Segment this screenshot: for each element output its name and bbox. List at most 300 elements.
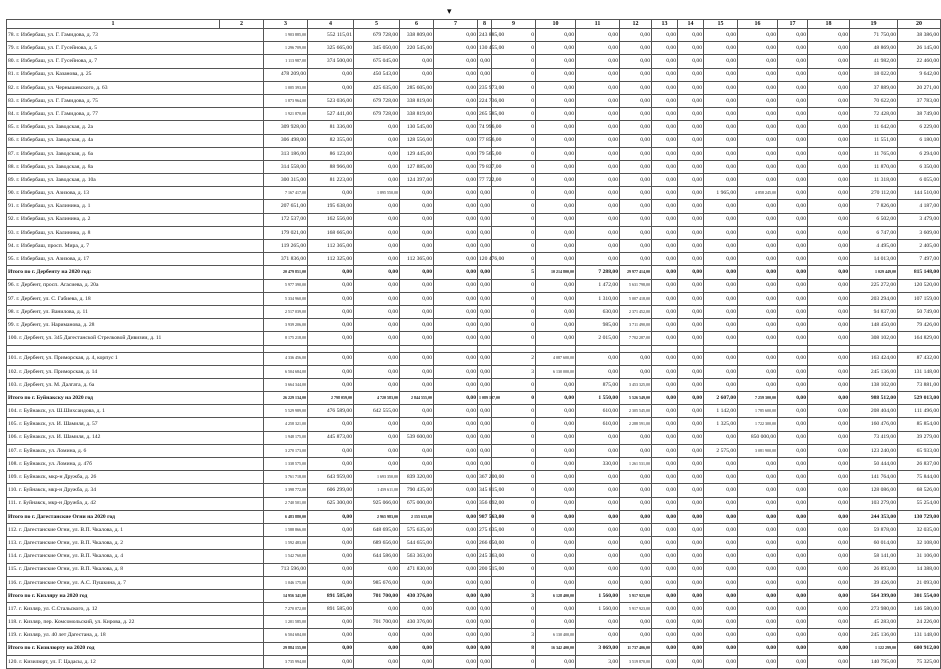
value-cell: 0,00 <box>576 174 620 187</box>
address-cell: 108. г. Буйнакск, ул. Ломина, д. 47б <box>7 458 264 471</box>
value-cell: 0,00 <box>620 134 652 147</box>
value-cell: 45 283,00 <box>850 616 898 629</box>
value-cell: 3 664 344,00 <box>264 378 308 391</box>
value-cell: 0,00 <box>738 266 778 279</box>
value-cell: 1 261 531,00 <box>620 458 652 471</box>
value-cell: 0 <box>492 616 536 629</box>
value-cell: 1 472,00 <box>576 279 620 292</box>
value-cell: 0,00 <box>738 108 778 121</box>
value-cell: 0,00 <box>704 305 738 318</box>
value-cell: 0,00 <box>652 160 678 173</box>
value-cell: 141 764,00 <box>850 471 898 484</box>
value-cell: 79 426,00 <box>898 319 941 332</box>
value-cell: 0,00 <box>678 134 704 147</box>
value-cell: 0 <box>492 81 536 94</box>
value-cell: 0,00 <box>678 563 704 576</box>
table-row <box>7 603 941 616</box>
value-cell: 82 355,00 <box>308 134 354 147</box>
value-cell: 0,00 <box>704 134 738 147</box>
value-cell: 0,00 <box>478 405 492 418</box>
value-cell: 0,00 <box>778 279 808 292</box>
value-cell: 0,00 <box>808 458 850 471</box>
value-cell: 75 844,00 <box>898 471 941 484</box>
value-cell: 0,00 <box>400 319 434 332</box>
value-cell: 0,00 <box>808 523 850 536</box>
value-cell: 0,00 <box>536 405 576 418</box>
address-cell: 98. г. Дербент, ул. Ванилова, д. 11 <box>7 305 264 318</box>
value-cell: 0,00 <box>620 365 652 378</box>
address-cell: 89. г. Избербаш, ул. Заводская, д. 10а <box>7 174 264 187</box>
value-cell: 0,00 <box>354 431 400 444</box>
value-cell: 0,00 <box>738 240 778 253</box>
value-cell: 0,00 <box>620 213 652 226</box>
value-cell: 128 086,00 <box>850 484 898 497</box>
value-cell: 0,00 <box>738 305 778 318</box>
value-cell: 0,00 <box>738 68 778 81</box>
value-cell: 0,00 <box>808 418 850 431</box>
value-cell: 6 180,00 <box>898 134 941 147</box>
value-cell: 7 826,00 <box>850 200 898 213</box>
value-cell: 0 <box>492 497 536 510</box>
value-cell: 6 350,00 <box>898 160 941 173</box>
value-cell: 985,00 <box>576 319 620 332</box>
value-cell: 3 <box>492 589 536 602</box>
value-cell: 0,00 <box>620 147 652 160</box>
value-cell: 0,00 <box>738 200 778 213</box>
value-cell: 79 837,00 <box>478 160 492 173</box>
value-cell: 0,00 <box>434 616 478 629</box>
value-cell: 0,00 <box>808 378 850 391</box>
value-cell: 21 093,00 <box>898 576 941 589</box>
value-cell: 59 878,00 <box>850 523 898 536</box>
value-cell: 0,00 <box>434 497 478 510</box>
value-cell: 1 325,00 <box>704 418 738 431</box>
value-cell: 0,00 <box>354 305 400 318</box>
address-cell: Итого по г. Дагестанские Огни на 2020 год <box>7 510 264 523</box>
value-cell: 0 <box>492 332 536 345</box>
value-cell: 1 592 483,00 <box>264 537 308 550</box>
value-cell: 5 <box>492 266 536 279</box>
value-cell: 0,00 <box>478 68 492 81</box>
table-row <box>7 240 941 253</box>
value-cell: 0,00 <box>738 332 778 345</box>
address-cell: 96. г. Дербент, просп. Агасиева, д. 20а <box>7 279 264 292</box>
value-cell: 3 711 490,00 <box>620 319 652 332</box>
value-cell: 0,00 <box>576 352 620 365</box>
value-cell <box>434 345 478 352</box>
value-cell: 0,00 <box>620 160 652 173</box>
value-cell: 0,00 <box>536 418 576 431</box>
value-cell: 0,00 <box>738 160 778 173</box>
value-cell: 0,00 <box>778 292 808 305</box>
value-cell: 0,00 <box>620 523 652 536</box>
value-cell: 0,00 <box>652 134 678 147</box>
total-row <box>7 510 941 523</box>
value-cell: 0,00 <box>652 200 678 213</box>
value-cell: 0,00 <box>434 292 478 305</box>
value-cell: 0,00 <box>652 576 678 589</box>
value-cell: 0,00 <box>308 537 354 550</box>
value-cell: 0,00 <box>678 629 704 642</box>
value-cell: 371 836,00 <box>264 253 308 266</box>
value-cell: 6 504 684,00 <box>264 365 308 378</box>
value-cell: 0,00 <box>478 458 492 471</box>
value-cell: 2 371 452,00 <box>620 305 652 318</box>
value-cell: 367 200,00 <box>478 471 492 484</box>
address-cell: 105. г. Буйнакск, ул. И. Шамиля, д. 57 <box>7 418 264 431</box>
value-cell: 675 045,00 <box>354 55 400 68</box>
value-cell: 0,00 <box>738 537 778 550</box>
value-cell: 0,00 <box>308 266 354 279</box>
address-cell: 79. г. Избербаш, ул. Г. Гусейнова, д. 5 <box>7 42 264 55</box>
value-cell: 0,00 <box>704 68 738 81</box>
value-cell: 0,00 <box>778 431 808 444</box>
value-cell: 0 <box>492 471 536 484</box>
value-cell <box>898 345 941 352</box>
value-cell <box>678 345 704 352</box>
value-cell: 575 635,00 <box>400 523 434 536</box>
value-cell: 6 130 400,00 <box>536 629 576 642</box>
value-cell: 38 749,00 <box>898 108 941 121</box>
value-cell: 0,00 <box>308 642 354 655</box>
value-cell: 0,00 <box>478 279 492 292</box>
value-cell: 0,00 <box>354 174 400 187</box>
value-cell: 313 186,00 <box>264 147 308 160</box>
value-cell <box>620 345 652 352</box>
value-cell: 38 386,00 <box>898 29 941 42</box>
value-cell: 0,00 <box>778 471 808 484</box>
value-cell: 0,00 <box>738 629 778 642</box>
value-cell: 338 819,00 <box>400 94 434 107</box>
value-cell: 0,00 <box>536 213 576 226</box>
value-cell: 0,00 <box>620 55 652 68</box>
value-cell: 0,00 <box>434 484 478 497</box>
value-cell: 0,00 <box>434 305 478 318</box>
total-row <box>7 642 941 655</box>
value-cell: 0,00 <box>576 629 620 642</box>
value-cell: 0,00 <box>738 292 778 305</box>
value-cell: 0,00 <box>536 655 576 668</box>
value-cell: 0,00 <box>808 29 850 42</box>
value-cell: 0,00 <box>354 240 400 253</box>
value-cell: 0,00 <box>620 563 652 576</box>
value-cell: 285 605,00 <box>400 81 434 94</box>
value-cell <box>478 345 492 352</box>
value-cell: 0,00 <box>576 523 620 536</box>
value-cell: 0,00 <box>704 655 738 668</box>
table-row <box>7 563 941 576</box>
value-cell: 471 830,00 <box>400 563 434 576</box>
value-cell: 0,00 <box>620 121 652 134</box>
value-cell: 0 <box>492 108 536 121</box>
value-cell: 11 737 406,00 <box>620 642 652 655</box>
value-cell: 0,00 <box>434 55 478 68</box>
value-cell: 0,00 <box>536 68 576 81</box>
value-cell: 325 665,00 <box>308 42 354 55</box>
value-cell: 0,00 <box>738 365 778 378</box>
value-cell: 0,00 <box>434 108 478 121</box>
value-cell: 0,00 <box>808 576 850 589</box>
value-cell: 0 <box>492 29 536 42</box>
value-cell: 0 <box>492 147 536 160</box>
value-cell: 0,00 <box>308 332 354 345</box>
value-cell: 0,00 <box>738 484 778 497</box>
value-cell: 2 575,00 <box>704 444 738 457</box>
value-cell: 72 428,00 <box>850 108 898 121</box>
value-cell: 0,00 <box>576 510 620 523</box>
value-cell: 0 <box>492 134 536 147</box>
value-cell: 0,00 <box>738 319 778 332</box>
value-cell: 3 609,00 <box>898 226 941 239</box>
value-cell: 0 <box>492 431 536 444</box>
value-cell: 4 858 245,00 <box>738 187 778 200</box>
column-number: 18 <box>808 20 850 29</box>
table-row <box>7 497 941 510</box>
value-cell: 0,00 <box>576 94 620 107</box>
value-cell: 306 498,00 <box>264 134 308 147</box>
value-cell: 3 069,00 <box>576 642 620 655</box>
value-cell: 0,00 <box>678 497 704 510</box>
table-row <box>7 147 941 160</box>
value-cell: 0,00 <box>434 319 478 332</box>
value-cell: 0,00 <box>536 392 576 405</box>
value-cell: 0,00 <box>738 352 778 365</box>
value-cell: 0,00 <box>808 365 850 378</box>
value-cell: 26 145,00 <box>898 42 941 55</box>
value-cell: 0 <box>492 279 536 292</box>
value-cell: 14 388,00 <box>898 563 941 576</box>
value-cell: 55 254,00 <box>898 497 941 510</box>
value-cell: 0 <box>492 226 536 239</box>
value-cell: 77 722,00 <box>478 174 492 187</box>
value-cell: 1 029 449,00 <box>850 266 898 279</box>
value-cell: 3 939 206,00 <box>264 319 308 332</box>
value-cell: 0,00 <box>652 616 678 629</box>
value-cell: 0,00 <box>434 42 478 55</box>
value-cell: 839 320,00 <box>400 471 434 484</box>
value-cell: 643 959,00 <box>308 471 354 484</box>
table-row <box>7 332 941 345</box>
value-cell: 0,00 <box>808 352 850 365</box>
value-cell: 22 460,00 <box>898 55 941 68</box>
value-cell: 0,00 <box>738 121 778 134</box>
value-cell: 265 585,00 <box>478 108 492 121</box>
value-cell: 0,00 <box>738 616 778 629</box>
value-cell: 0 <box>492 55 536 68</box>
value-cell: 0,00 <box>778 160 808 173</box>
value-cell: 0,00 <box>678 42 704 55</box>
value-cell: 0 <box>492 240 536 253</box>
value-cell: 675 000,00 <box>400 497 434 510</box>
value-cell: 244 353,00 <box>850 510 898 523</box>
value-cell: 0,00 <box>354 563 400 576</box>
value-cell: 600 912,00 <box>898 642 941 655</box>
value-cell: 6 128 400,00 <box>536 589 576 602</box>
value-cell: 0,00 <box>778 365 808 378</box>
value-cell: 0,00 <box>778 134 808 147</box>
value-cell: 31 106,00 <box>898 550 941 563</box>
value-cell: 689 656,00 <box>354 537 400 550</box>
value-cell: 0,00 <box>576 42 620 55</box>
table-row <box>7 444 941 457</box>
value-cell: 0,00 <box>778 497 808 510</box>
value-cell: 0,00 <box>778 81 808 94</box>
address-cell: Итого по г. Кизилюрту на 2020 год <box>7 642 264 655</box>
value-cell: 0,00 <box>576 200 620 213</box>
value-cell: 0,00 <box>738 81 778 94</box>
value-cell: 0,00 <box>536 160 576 173</box>
value-cell: 0,00 <box>478 655 492 668</box>
value-cell: 0,00 <box>808 266 850 279</box>
value-cell: 0,00 <box>620 629 652 642</box>
value-cell: 0,00 <box>536 121 576 134</box>
value-cell: 0,00 <box>400 187 434 200</box>
address-cell: 113. г. Дагестанские Огни, ул. В.П. Чкалова, д. 2 <box>7 537 264 550</box>
value-cell: 0,00 <box>738 471 778 484</box>
value-cell: 523 036,00 <box>308 94 354 107</box>
value-cell: 988 512,00 <box>850 392 898 405</box>
value-cell: 0,00 <box>434 471 478 484</box>
value-cell: 2 305 545,00 <box>620 405 652 418</box>
value-cell: 0,00 <box>354 603 400 616</box>
value-cell: 1 785 600,00 <box>738 405 778 418</box>
value-cell: 73 881,00 <box>898 378 941 391</box>
value-cell: 0,00 <box>678 253 704 266</box>
value-cell: 0,00 <box>400 629 434 642</box>
column-number: 17 <box>778 20 808 29</box>
value-cell: 445 873,00 <box>308 431 354 444</box>
address-cell: 92. г. Избербаш, ул. Калинина, д. 2 <box>7 213 264 226</box>
value-cell: 245 136,00 <box>850 629 898 642</box>
value-cell: 0,00 <box>778 200 808 213</box>
value-cell: 0,00 <box>704 121 738 134</box>
value-cell: 0,00 <box>652 68 678 81</box>
value-cell: 0,00 <box>704 253 738 266</box>
address-cell: 117. г. Кизляр, ул. С.Стальского, д. 12 <box>7 603 264 616</box>
table-row <box>7 253 941 266</box>
value-cell: 0,00 <box>678 174 704 187</box>
value-cell: 0,00 <box>536 523 576 536</box>
value-cell: 0,00 <box>536 576 576 589</box>
value-cell: 0,00 <box>478 378 492 391</box>
value-cell: 0,00 <box>704 42 738 55</box>
address-cell: 111. г. Буйнакск, мкр-н Дружба, д. 42 <box>7 497 264 510</box>
column-number: 20 <box>898 20 941 29</box>
table-row <box>7 471 941 484</box>
value-cell <box>400 345 434 352</box>
value-cell: 0,00 <box>576 497 620 510</box>
value-cell: 0,00 <box>738 655 778 668</box>
value-cell: 81 223,00 <box>308 174 354 187</box>
value-cell: 275 635,00 <box>478 523 492 536</box>
value-cell: 0,00 <box>354 458 400 471</box>
value-cell: 0 <box>492 187 536 200</box>
table-row <box>7 68 941 81</box>
column-number: 2 <box>220 20 264 29</box>
value-cell: 224 736,00 <box>478 94 492 107</box>
value-cell: 0,00 <box>738 576 778 589</box>
value-cell: 450 543,00 <box>354 68 400 81</box>
address-cell: 84. г. Избербаш, ул. Г. Гамидова, д. 77 <box>7 108 264 121</box>
value-cell: 0 <box>492 200 536 213</box>
value-cell: 0 <box>492 655 536 668</box>
value-cell: 0,00 <box>808 94 850 107</box>
value-cell: 891 585,00 <box>308 603 354 616</box>
value-cell: 0,00 <box>808 147 850 160</box>
value-cell: 0,00 <box>652 240 678 253</box>
value-cell: 0,00 <box>308 378 354 391</box>
value-cell: 5 529 989,00 <box>264 405 308 418</box>
value-cell: 0 <box>492 174 536 187</box>
value-cell: 0,00 <box>738 226 778 239</box>
value-cell: 0,00 <box>308 523 354 536</box>
value-cell: 0,00 <box>478 332 492 345</box>
address-cell: 106. г. Буйнакск, ул. И. Шамиля, д. 142 <box>7 431 264 444</box>
value-cell: 0,00 <box>478 589 492 602</box>
value-cell: 0,00 <box>704 266 738 279</box>
value-cell: 0,00 <box>354 253 400 266</box>
value-cell: 131 148,00 <box>898 629 941 642</box>
value-cell: 1 903 885,00 <box>264 29 308 42</box>
value-cell: 119 265,00 <box>264 240 308 253</box>
value-cell: 0,00 <box>678 226 704 239</box>
value-cell: 0,00 <box>354 352 400 365</box>
value-cell: 0,00 <box>536 187 576 200</box>
value-cell: 26 229 134,00 <box>264 392 308 405</box>
value-cell: 0,00 <box>434 642 478 655</box>
value-cell: 648 695,00 <box>354 523 400 536</box>
value-cell: 1 588 866,00 <box>264 523 308 536</box>
table-row <box>7 226 941 239</box>
value-cell: 0,00 <box>308 68 354 81</box>
value-cell: 0,00 <box>778 187 808 200</box>
address-cell: 101. г. Дербент, ул. Приморская, д. 4, корпус 1 <box>7 352 264 365</box>
value-cell: 338 819,00 <box>400 108 434 121</box>
value-cell: 0,00 <box>738 42 778 55</box>
value-cell: 309 928,00 <box>264 121 308 134</box>
address-cell: Итого по г. Буйнакску на 2020 год <box>7 392 264 405</box>
value-cell: 0,00 <box>620 431 652 444</box>
value-cell: 0,00 <box>576 187 620 200</box>
value-cell: 0 <box>492 405 536 418</box>
table-body <box>7 20 941 669</box>
total-row <box>7 392 941 405</box>
table-row <box>7 319 941 332</box>
value-cell: 0 <box>492 523 536 536</box>
value-cell: 37 783,00 <box>898 94 941 107</box>
value-cell: 0,00 <box>678 655 704 668</box>
value-cell: 0,00 <box>704 147 738 160</box>
value-cell: 74 996,00 <box>478 121 492 134</box>
value-cell: 124 397,00 <box>400 174 434 187</box>
value-cell: 0,00 <box>738 603 778 616</box>
value-cell: 37 889,00 <box>850 81 898 94</box>
value-cell: 338 809,00 <box>400 29 434 42</box>
value-cell: 0,00 <box>620 68 652 81</box>
value-cell: 0,00 <box>704 332 738 345</box>
value-cell: 103 279,00 <box>850 497 898 510</box>
value-cell: 0,00 <box>536 253 576 266</box>
value-cell: 0,00 <box>738 497 778 510</box>
value-cell: 0,00 <box>652 319 678 332</box>
value-cell: 0,00 <box>536 537 576 550</box>
value-cell: 1 921 870,00 <box>264 108 308 121</box>
value-cell: 0,00 <box>738 29 778 42</box>
value-cell: 1 542 760,00 <box>264 550 308 563</box>
address-cell: 97. г. Дербент, ул. С. Габиева, д. 18 <box>7 292 264 305</box>
value-cell: 0,00 <box>808 174 850 187</box>
value-cell: 2 155 633,00 <box>400 510 434 523</box>
